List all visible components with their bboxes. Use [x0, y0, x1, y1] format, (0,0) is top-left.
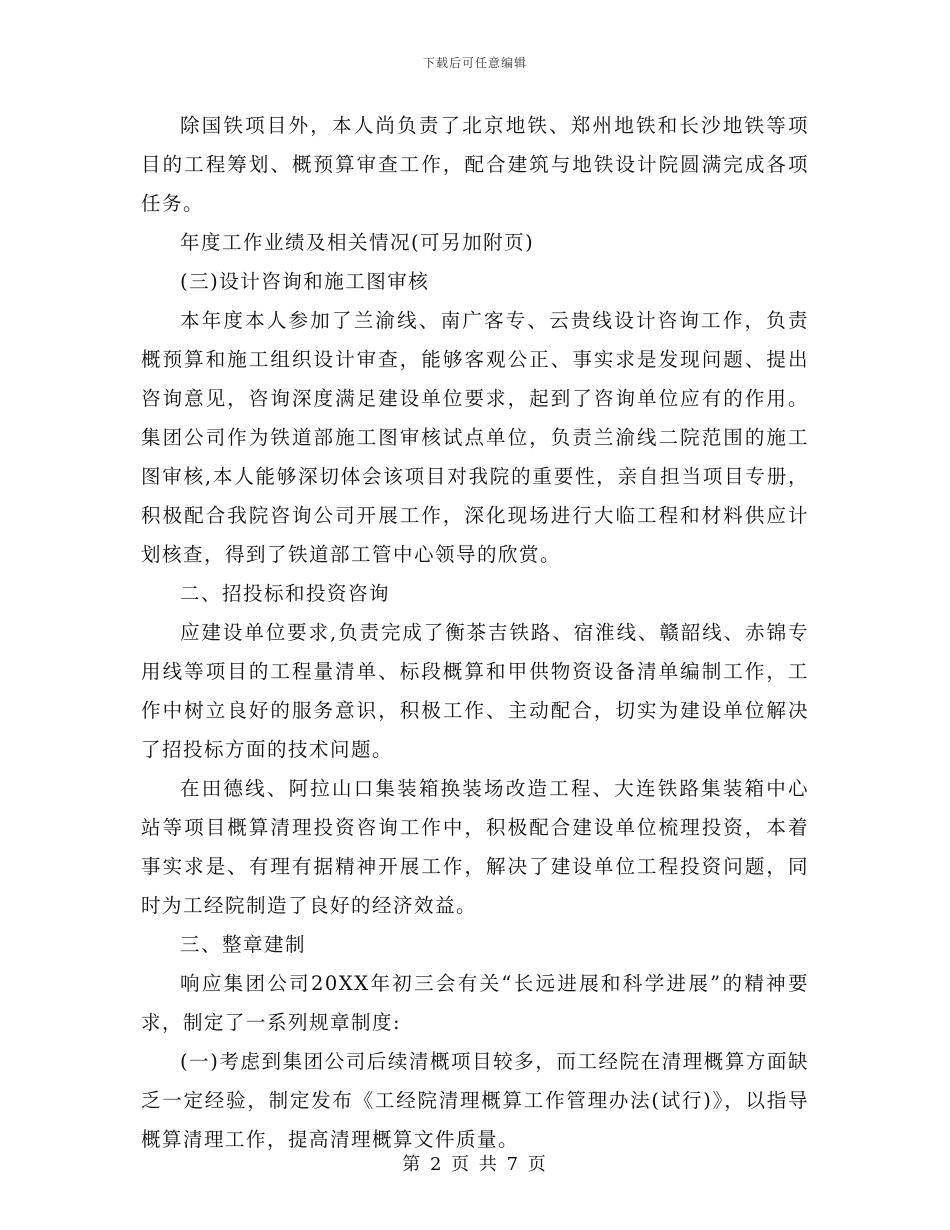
paragraph: 响应集团公司20XX年初三会有关“长远进展和科学进展”的精神要求，制定了一系列规章制度:: [141, 972, 809, 1034]
page-footer: [0, 1150, 950, 1176]
page-header: 下载后可任意编辑: [422, 56, 527, 70]
document-body: [141, 106, 809, 1159]
paragraph-heading: 年度工作业绩及相关情况(可另加附页): [180, 231, 535, 254]
paragraph: 除国铁项目外，本人尚负责了北京地铁、郑州地铁和长沙地铁等项目的工程筹划、概预算审查工作，配合建筑与地铁设计院圆满完成各项任务。: [141, 114, 809, 215]
page-number-label: 第 2 页 共 7 页: [402, 1154, 548, 1175]
paragraph-heading: 二、招投标和投资咨询: [180, 582, 391, 605]
paragraph: 在田德线、阿拉山口集装箱换装场改造工程、大连铁路集装箱中心站等项目概算清理投资咨询工作中，积极配合建设单位梳理投资，本着事实求是、有理有据精神开展工作，解决了建设单位工程投资问题，同时为工经院制造了良好的经济效益。: [141, 777, 809, 917]
paragraph-heading: 三、整章建制: [180, 933, 307, 956]
paragraph: (一)考虑到集团公司后续清概项目较多，而工经院在清理概算方面缺乏一定经验，制定发布《工经院清理概算工作管理办法(试行)》，以指导概算清理工作，提高清理概算文件质量。: [141, 1050, 809, 1151]
paragraph: 应建设单位要求,负责完成了衡茶吉铁路、宿淮线、赣韶线、赤锦专用线等项目的工程量清单、标段概算和甲供物资设备清单编制工作，工作中树立良好的服务意识，积极工作、主动配合，切实为建设单位解决了招投标方面的技术问题。: [141, 621, 809, 761]
paragraph: 本年度本人参加了兰渝线、南广客专、云贵线设计咨询工作，负责概预算和施工组织设计审查，能够客观公正、事实求是发现问题、提出咨询意见，咨询深度满足建设单位要求，起到了咨询单位应有的作用。集团公司作为铁道部施工图审核试点单位，负责兰渝线二院范围的施工图审核,本人能够深切体会该项目对我院的重要性，亲自担当项目专册，积极配合我院咨询公司开展工作，深化现场进行大临工程和材料供应计划核查，得到了铁道部工管中心领导的欣赏。: [141, 309, 809, 566]
paragraph-heading: (三)设计咨询和施工图审核: [180, 270, 430, 293]
